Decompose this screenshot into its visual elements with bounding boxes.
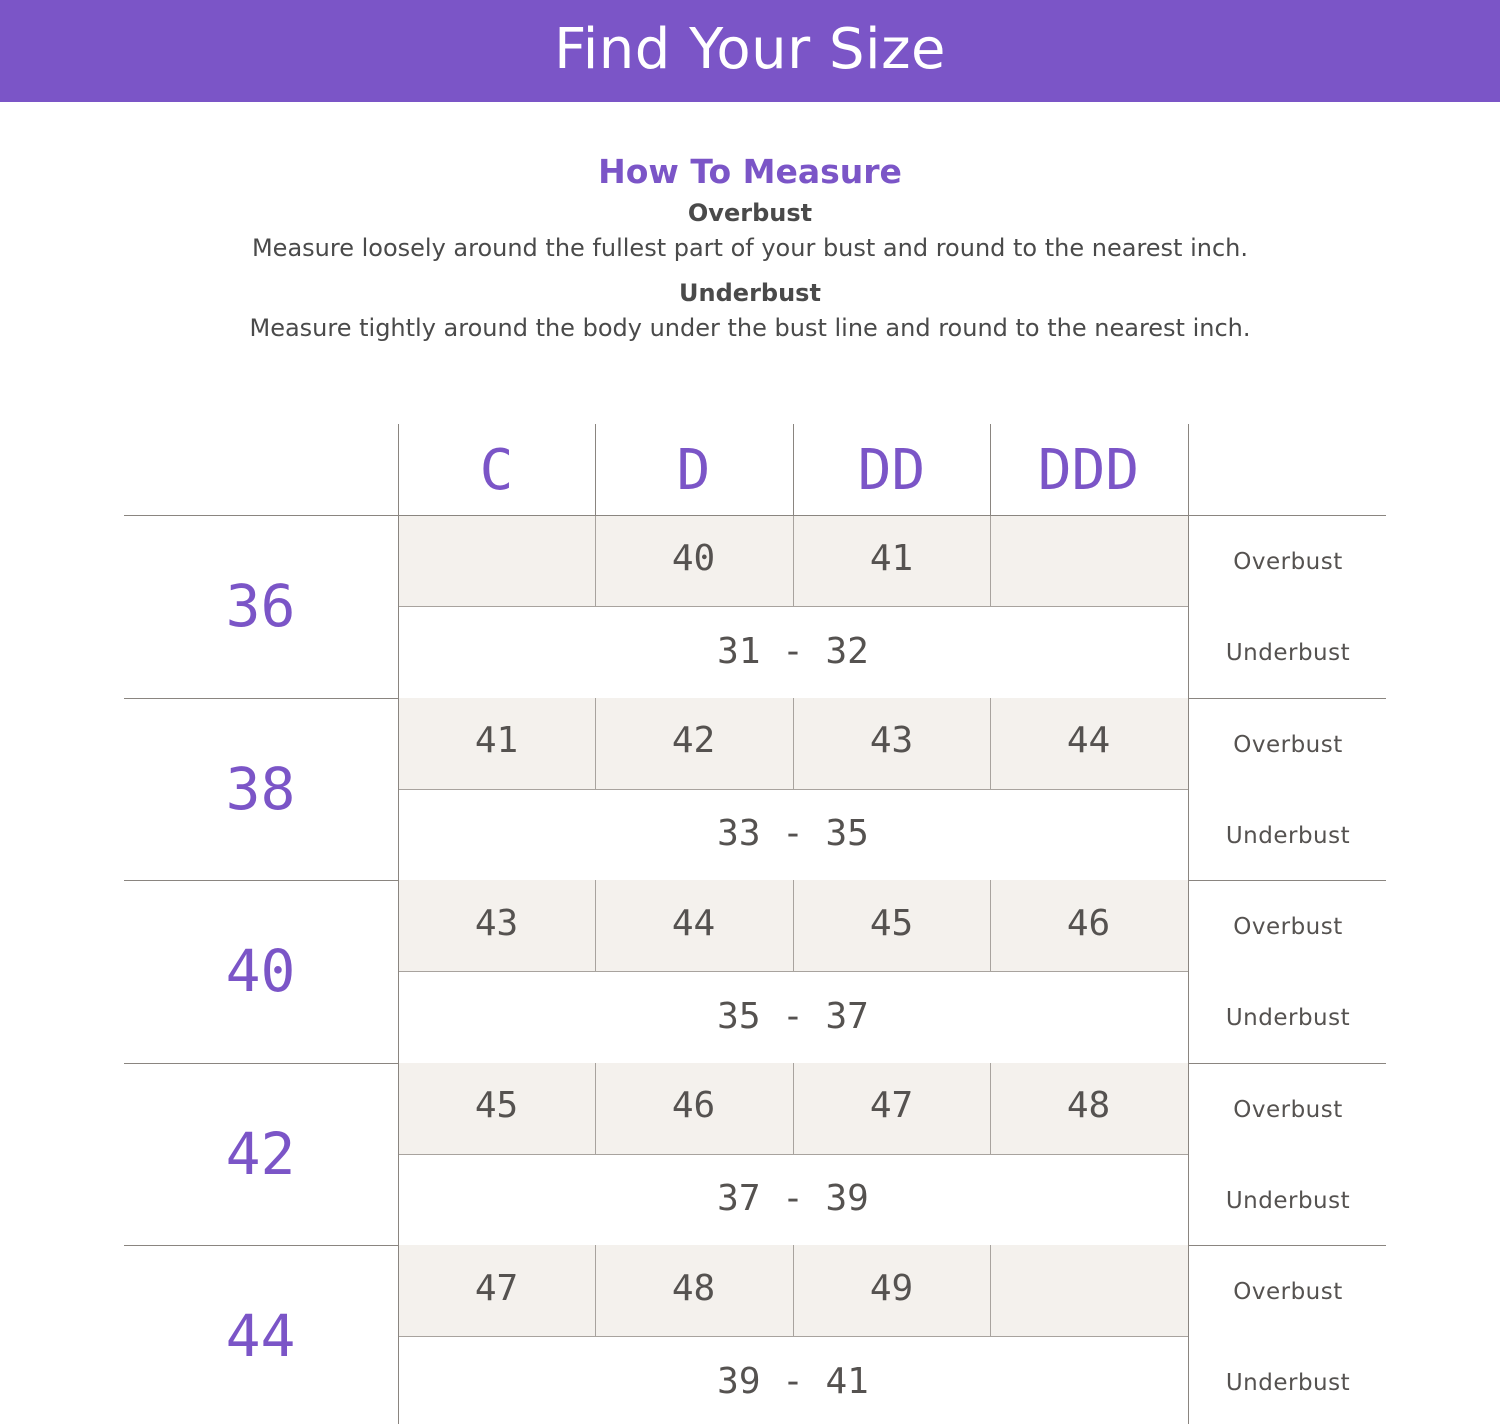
underbust-range: 31 - 32 — [717, 630, 869, 672]
cup-header-ddd: DDD — [1037, 437, 1140, 503]
cell-divider — [793, 880, 794, 971]
row-divider — [398, 1154, 1188, 1155]
overbust-label: Overbust — [1233, 1279, 1343, 1305]
cup-header-c: C — [479, 437, 514, 503]
overbust-label: Overbust — [1233, 1096, 1343, 1123]
underbust-range: 33 - 35 — [717, 813, 869, 855]
cup-header-d: D — [676, 437, 711, 503]
overbust-value-cell — [990, 1243, 1187, 1333]
overbust-value-cell: 42 — [671, 720, 716, 761]
overbust-title: Overbust — [687, 199, 813, 227]
overbust-label: Overbust — [1233, 731, 1343, 758]
cell-divider — [595, 698, 596, 789]
overbust-value-cell: 44 — [1066, 720, 1111, 761]
overbust-text: Measure loosely around the fullest part of your bust and round to the nearest inch. — [251, 234, 1249, 262]
overbust-value-cell: 40 — [671, 537, 716, 579]
cell-divider — [595, 880, 596, 971]
row-divider — [398, 1336, 1188, 1337]
row-divider — [398, 971, 1188, 972]
band-size-label: 36 — [225, 572, 296, 640]
cell-divider — [990, 1063, 991, 1154]
row-divider — [398, 606, 1188, 607]
cell-divider — [990, 698, 991, 789]
header-divider — [1188, 424, 1189, 515]
overbust-value-cell: 46 — [1066, 902, 1111, 944]
overbust-value-cell: 43 — [869, 720, 914, 761]
overbust-value-cell — [990, 513, 1187, 603]
cell-divider — [595, 1245, 596, 1336]
overbust-value-cell: 48 — [671, 1267, 716, 1309]
overbust-value-cell: 43 — [474, 902, 519, 944]
underbust-text: Measure tightly around the body under the bust line and round to the nearest inch. — [249, 314, 1251, 342]
overbust-label: Overbust — [1233, 549, 1343, 575]
instructions-heading: How To Measure — [598, 152, 902, 191]
row-divider — [398, 789, 1188, 790]
underbust-title: Underbust — [679, 279, 821, 307]
overbust-value-cell: 47 — [474, 1267, 519, 1309]
overbust-value-cell: 49 — [869, 1267, 914, 1309]
underbust-label: Underbust — [1225, 822, 1351, 849]
cell-divider — [990, 880, 991, 971]
underbust-range: 35 - 37 — [717, 995, 869, 1037]
underbust-label: Underbust — [1225, 1187, 1351, 1214]
underbust-label: Underbust — [1225, 1005, 1351, 1032]
header-divider — [398, 424, 399, 515]
header-rule — [124, 515, 1386, 516]
table-right-rule — [1188, 515, 1189, 1424]
header-divider — [595, 424, 596, 515]
header-divider — [990, 424, 991, 515]
overbust-value-cell: 47 — [869, 1085, 914, 1126]
cell-divider — [793, 1063, 794, 1154]
table-left-rule — [398, 515, 399, 1424]
band-size-label: 44 — [225, 1302, 296, 1370]
overbust-value-cell: 41 — [869, 537, 914, 579]
cell-divider — [793, 1245, 794, 1336]
overbust-value-cell — [398, 513, 595, 603]
band-size-label: 40 — [225, 937, 296, 1005]
cell-divider — [793, 515, 794, 606]
band-size-label: 38 — [225, 754, 296, 823]
overbust-value-cell: 45 — [869, 902, 914, 944]
underbust-label: Underbust — [1225, 1370, 1351, 1397]
underbust-label: Underbust — [1225, 640, 1351, 667]
overbust-value-cell: 48 — [1066, 1085, 1111, 1126]
cup-header-dd: DD — [857, 437, 926, 503]
overbust-value-cell: 46 — [671, 1085, 716, 1126]
underbust-range: 39 - 41 — [717, 1360, 869, 1402]
band-size-label: 42 — [225, 1119, 296, 1188]
overbust-value-cell: 41 — [474, 720, 519, 761]
cell-divider — [990, 515, 991, 606]
overbust-label: Overbust — [1233, 914, 1343, 940]
cell-divider — [990, 1245, 991, 1336]
cell-divider — [595, 515, 596, 606]
underbust-range: 37 - 39 — [717, 1178, 869, 1220]
overbust-value-cell: 45 — [474, 1085, 519, 1126]
overbust-value-cell: 44 — [671, 902, 716, 944]
cell-divider — [595, 1063, 596, 1154]
cell-divider — [793, 698, 794, 789]
header-divider — [793, 424, 794, 515]
page-title: Find Your Size — [554, 16, 946, 82]
